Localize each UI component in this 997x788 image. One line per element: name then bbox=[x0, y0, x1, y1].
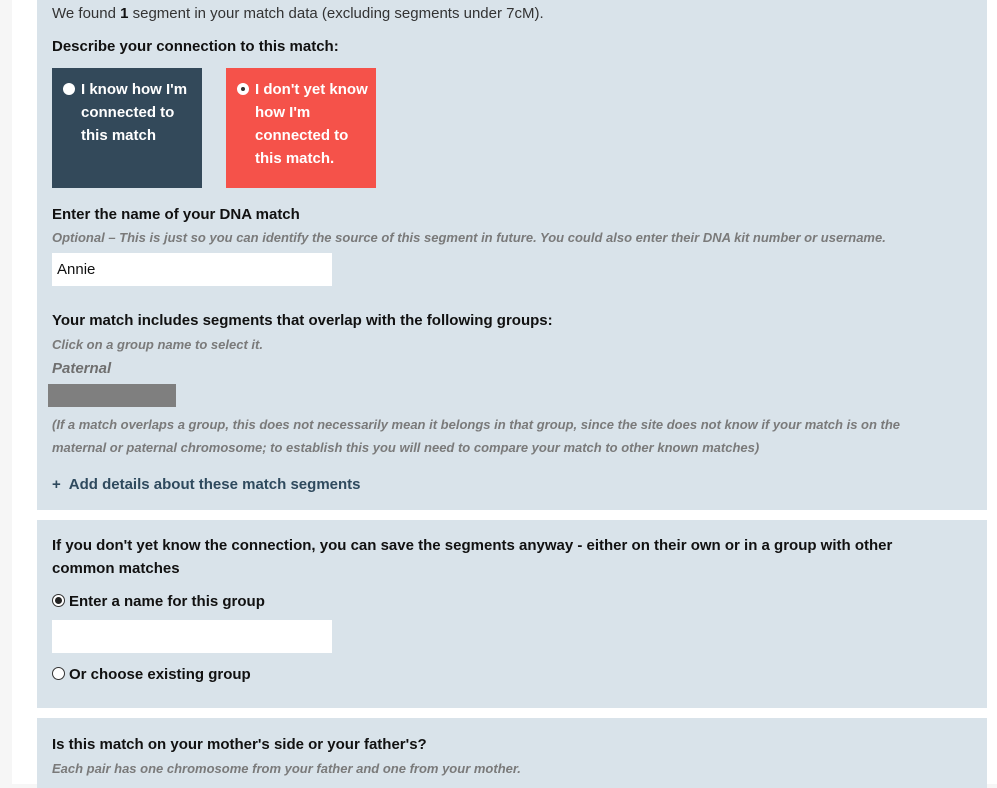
summary-suffix: segment in your match data (excluding segments under 7cM). bbox=[128, 5, 544, 22]
summary-prefix: We found bbox=[52, 5, 121, 22]
new-group-label: Enter a name for this group bbox=[69, 593, 265, 610]
side-hint: Each pair has one chromosome from your father and one from your mother. bbox=[52, 761, 521, 776]
overlap-hint: Click on a group name to select it. bbox=[52, 337, 263, 352]
match-name-input[interactable] bbox=[52, 253, 332, 286]
dont-know-connection-button[interactable] bbox=[226, 68, 376, 188]
match-name-heading: Enter the name of your DNA match bbox=[52, 206, 300, 223]
dont-know-connection-label: I don't yet know how I'm connected to this match. bbox=[255, 81, 368, 167]
know-connection-button[interactable] bbox=[52, 68, 202, 188]
know-connection-label: I know how I'm connected to this match bbox=[81, 81, 188, 144]
plus-icon: + bbox=[52, 476, 61, 493]
existing-group-radio[interactable] bbox=[52, 666, 251, 683]
radio-unchecked-icon bbox=[52, 667, 65, 680]
match-name-hint: Optional – This is just so you can identify the source of this segment in future. You could also enter their DNA kit number or username. bbox=[52, 230, 886, 245]
group-category-label: Paternal bbox=[52, 360, 112, 377]
radio-unchecked-icon bbox=[63, 83, 75, 95]
overlap-note-line1: (If a match overlaps a group, this does not necessarily mean it belongs in that group, since the site does not know if your match is on the bbox=[52, 417, 901, 432]
radio-checked-icon bbox=[237, 83, 249, 95]
add-details-label: Add details about these match segments bbox=[68, 476, 361, 493]
existing-group-label: Or choose existing group bbox=[69, 666, 251, 683]
overlap-note-line2: maternal or paternal chromosome; to establish this you will need to compare your match to other known matches) bbox=[52, 440, 760, 455]
new-group-radio[interactable] bbox=[52, 593, 265, 610]
group-name-chip[interactable] bbox=[48, 384, 176, 407]
overlap-heading: Your match includes segments that overlap with the following groups: bbox=[52, 312, 553, 329]
radio-checked-icon bbox=[52, 594, 65, 607]
segment-summary bbox=[52, 5, 544, 22]
segment-count: 1 bbox=[120, 5, 129, 22]
page bbox=[12, 0, 997, 784]
save-group-heading-line2: common matches bbox=[52, 560, 180, 577]
side-heading: Is this match on your mother's side or your father's? bbox=[52, 736, 427, 753]
group-name-input[interactable] bbox=[52, 620, 332, 653]
add-details-link[interactable] bbox=[52, 476, 361, 493]
save-group-heading-line1: If you don't yet know the connection, you can save the segments anyway - either on their own or in a group with other bbox=[52, 537, 893, 554]
parental-side-panel bbox=[37, 718, 987, 788]
connection-heading: Describe your connection to this match: bbox=[52, 38, 339, 55]
